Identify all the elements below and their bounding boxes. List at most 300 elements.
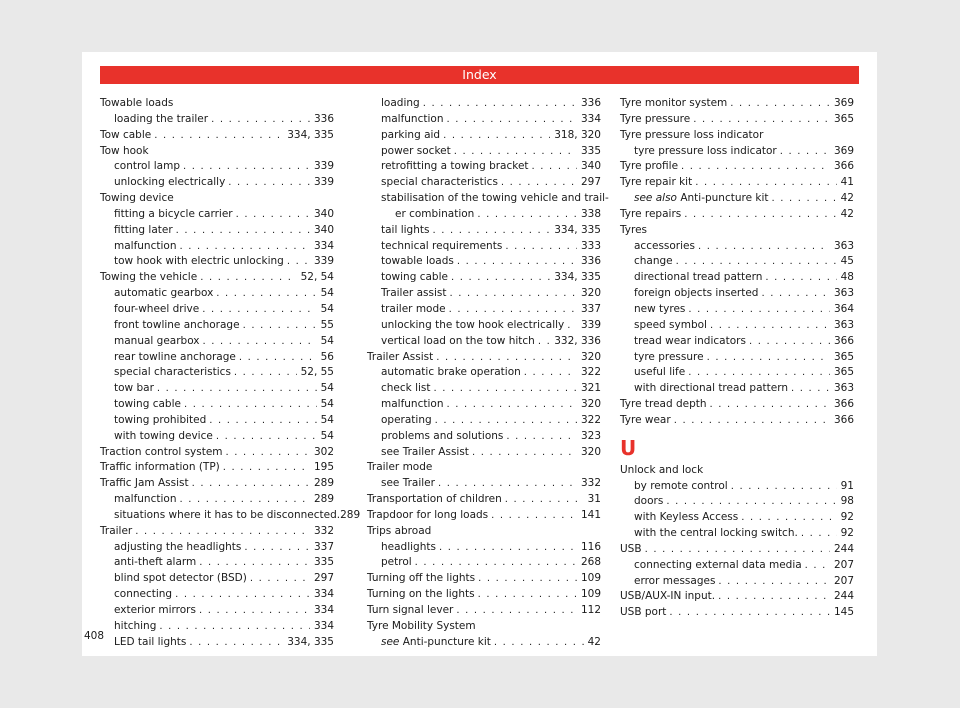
leader-dots — [234, 365, 297, 381]
entry-text: Turning on the lights — [367, 588, 475, 601]
entry-text: towable loads — [381, 255, 454, 268]
index-subentry — [100, 254, 334, 270]
page-reference: 366 — [833, 160, 854, 173]
index-entry — [620, 96, 854, 112]
page-reference: 369 — [833, 97, 854, 109]
page-reference: 363 — [833, 382, 854, 395]
page-reference: 365 — [833, 350, 854, 363]
index-entry — [367, 587, 601, 603]
leader-dots — [791, 381, 830, 397]
page-reference: 45 — [840, 255, 854, 268]
entry-text: blind spot detector (BSD) — [114, 572, 247, 585]
leader-dots — [423, 96, 577, 112]
entry-text: unlocking electrically — [114, 176, 226, 189]
index-entry — [100, 524, 334, 540]
index-entry — [620, 542, 854, 558]
leader-dots — [532, 159, 577, 175]
index-subentry — [100, 365, 334, 381]
index-entry — [100, 144, 334, 160]
entry-text: Tyre pressure loss indicator — [620, 128, 764, 141]
leader-dots — [707, 350, 830, 366]
leader-dots — [805, 558, 830, 574]
entry-text: Tyre pressure — [620, 112, 691, 125]
leader-dots — [494, 635, 584, 651]
page-reference: 297 — [580, 176, 601, 189]
leader-dots — [749, 334, 830, 350]
index-entry — [367, 460, 601, 476]
leader-dots — [567, 318, 577, 334]
index-subentry — [620, 526, 854, 542]
page-reference: 365 — [833, 112, 854, 125]
page-reference: 268 — [580, 556, 601, 569]
entry-text: Tyre tread depth — [620, 398, 707, 411]
entry-text: tread wear indicators — [634, 334, 746, 347]
entry-text: see Trailer Assist — [381, 445, 469, 458]
index-subentry — [100, 555, 334, 571]
entry-text: adjusting the headlights — [114, 540, 242, 553]
index-subentry — [367, 112, 601, 128]
index-column-2 — [367, 96, 609, 651]
entry-text: Tow cable — [100, 128, 152, 141]
entry-text: special characteristics — [114, 366, 231, 379]
page-reference: 363 — [833, 239, 854, 252]
index-subentry — [367, 239, 601, 255]
index-subentry — [100, 508, 361, 524]
leader-dots — [765, 270, 836, 286]
section-header: Index — [100, 66, 859, 84]
index-entry — [100, 270, 334, 286]
page-reference: 54 — [320, 429, 334, 442]
page-reference: 289 — [340, 508, 361, 521]
page-reference: 109 — [580, 572, 601, 585]
index-subentry — [367, 175, 601, 191]
page-reference: 339 — [313, 176, 334, 189]
page-reference: 320 — [580, 350, 601, 363]
page-reference: 340 — [313, 223, 334, 236]
page-reference: 322 — [580, 413, 601, 426]
leader-dots — [179, 492, 309, 508]
leader-dots — [688, 302, 830, 318]
leader-dots — [436, 350, 577, 366]
leader-dots — [730, 96, 830, 112]
index-subentry — [100, 159, 334, 175]
page-reference: 334, 335 — [287, 635, 334, 648]
page-reference: 337 — [580, 302, 601, 315]
index-subentry — [367, 270, 601, 286]
index-subentry — [620, 350, 854, 366]
entry-text: Turn signal lever — [367, 604, 454, 616]
leader-dots — [159, 619, 310, 635]
index-entry — [367, 603, 601, 619]
index-subentry — [367, 540, 601, 556]
page-reference: 42 — [587, 635, 601, 648]
index-entry — [620, 128, 854, 144]
entry-text: Trailer mode — [367, 461, 433, 474]
index-entry — [620, 397, 854, 413]
page-reference: 54 — [320, 413, 334, 426]
entry-text: petrol — [381, 556, 412, 569]
page-reference: 244 — [833, 590, 854, 603]
entry-text: rear towline anchorage — [114, 350, 236, 363]
leader-dots — [684, 207, 836, 223]
page-reference: 55 — [320, 318, 334, 331]
leader-dots — [415, 555, 577, 571]
leader-dots — [693, 112, 830, 128]
index-entry — [367, 571, 601, 587]
page-reference: 54 — [320, 398, 334, 411]
leader-dots — [216, 286, 316, 302]
entry-text: unlocking the tow hook electrically — [381, 318, 565, 331]
entry-text: automatic brake operation — [381, 366, 521, 379]
page-reference: 31 — [587, 493, 601, 506]
leader-dots — [472, 445, 577, 461]
page-reference: 333 — [580, 239, 601, 252]
page-reference: 289 — [313, 493, 334, 506]
index-subentry — [620, 365, 854, 381]
page-reference: 364 — [833, 302, 854, 315]
entry-text: new tyres — [634, 302, 686, 315]
leader-dots — [184, 397, 317, 413]
index-subentry — [100, 429, 334, 445]
page-reference: 340 — [313, 207, 334, 220]
leader-dots — [202, 302, 316, 318]
index-entry — [100, 96, 334, 112]
index-subentry — [100, 318, 334, 334]
index-entry — [620, 207, 854, 223]
index-subentry — [100, 492, 334, 508]
index-subentry — [100, 635, 334, 651]
page-reference: 339 — [313, 255, 334, 268]
leader-dots — [446, 397, 576, 413]
entry-text: Traffic information (TP) — [100, 461, 220, 474]
leader-dots — [477, 207, 577, 223]
page-reference: 323 — [580, 429, 601, 442]
page-reference: 366 — [833, 398, 854, 411]
entry-text: technical requirements — [381, 239, 503, 252]
page-reference: 332 — [313, 524, 334, 537]
index-subentry — [620, 239, 854, 255]
entry-text: er combination — [395, 207, 475, 220]
entry-text: Traffic Jam Assist — [100, 477, 189, 490]
index-subentry — [100, 223, 334, 239]
index-subentry — [367, 254, 601, 270]
leader-dots — [456, 603, 577, 619]
index-entry — [620, 605, 854, 621]
leader-dots — [645, 542, 830, 558]
entry-text: tail lights — [381, 223, 430, 236]
index-subentry — [367, 223, 601, 239]
index-subentry — [100, 397, 334, 413]
entry-text: USB port — [620, 606, 667, 619]
page-reference: 318, 320 — [554, 128, 601, 141]
entry-text: anti-theft alarm — [114, 556, 197, 569]
leader-dots — [710, 318, 830, 334]
index-subentry — [367, 96, 601, 112]
index-subentry — [100, 571, 334, 587]
index-subentry — [367, 318, 601, 334]
page-reference: 332, 336 — [554, 334, 601, 347]
leader-dots — [199, 555, 310, 571]
leader-dots — [772, 191, 837, 207]
leader-dots — [183, 159, 310, 175]
page-reference: 320 — [580, 445, 601, 458]
page-reference: 116 — [580, 540, 601, 553]
index-entry — [100, 191, 334, 207]
index-entry — [367, 524, 601, 540]
page-reference: 339 — [580, 318, 601, 331]
leader-dots — [250, 571, 310, 587]
leader-dots — [449, 286, 577, 302]
page-reference: 336 — [580, 255, 601, 268]
index-subentry — [620, 302, 854, 318]
index-subentry — [100, 175, 334, 191]
entry-text: problems and solutions — [381, 429, 504, 442]
index-subentry — [100, 619, 334, 635]
leader-dots — [676, 254, 837, 270]
index-subentry — [100, 587, 334, 603]
page-reference: 369 — [833, 144, 854, 157]
leader-dots — [501, 175, 577, 191]
leader-dots — [446, 112, 576, 128]
index-subentry — [620, 574, 854, 590]
entry-text: Traction control system — [100, 445, 223, 458]
page-reference: 195 — [313, 461, 334, 474]
page-reference: 112 — [580, 604, 601, 616]
entry-text: Tyres — [620, 223, 648, 236]
leader-dots — [216, 429, 317, 445]
index-subentry — [620, 334, 854, 350]
leader-dots — [244, 540, 310, 556]
index-column-3 — [620, 96, 854, 621]
index-subentry — [367, 286, 601, 302]
entry-text: Trapdoor for long loads — [367, 508, 489, 521]
entry-text: Tyre monitor system — [620, 97, 728, 109]
index-entry — [620, 159, 854, 175]
leader-dots — [135, 524, 310, 540]
leader-dots — [538, 334, 550, 350]
leader-dots — [731, 479, 837, 495]
leader-dots — [741, 510, 836, 526]
entry-text: loading — [381, 97, 420, 109]
leader-dots — [457, 254, 577, 270]
leader-dots — [695, 175, 836, 191]
leader-dots — [209, 413, 316, 429]
page-reference: 365 — [833, 366, 854, 379]
page-reference: 366 — [833, 334, 854, 347]
leader-dots — [669, 605, 830, 621]
leader-dots — [478, 571, 577, 587]
leader-dots — [780, 144, 830, 160]
page-reference: 109 — [580, 588, 601, 601]
entry-text: control lamp — [114, 160, 180, 173]
page-reference: 54 — [320, 302, 334, 315]
index-subentry — [620, 558, 854, 574]
index-entry — [620, 223, 854, 239]
index-subentry — [367, 635, 601, 651]
leader-dots — [179, 239, 309, 255]
index-entry — [367, 619, 601, 635]
leader-dots — [454, 144, 577, 160]
entry-label: Anti-puncture kit — [402, 635, 491, 648]
index-subentry — [620, 494, 854, 510]
entry-text: error messages — [634, 574, 716, 587]
leader-dots — [524, 365, 577, 381]
entry-text: Unlock and lock — [620, 463, 704, 476]
entry-text: with directional tread pattern — [634, 382, 788, 395]
index-subentry — [620, 510, 854, 526]
index-subentry — [100, 603, 334, 619]
index-subentry — [620, 286, 854, 302]
page-reference: 363 — [833, 287, 854, 300]
leader-dots — [491, 508, 577, 524]
entry-text: Tyre Mobility System — [367, 619, 476, 632]
entry-text: with towing device — [114, 429, 213, 442]
page-reference: 54 — [320, 382, 334, 395]
page-reference: 52, 55 — [300, 366, 334, 379]
index-subentry — [620, 254, 854, 270]
page-reference: 207 — [833, 574, 854, 587]
entry-text: USB/AUX-IN input. — [620, 590, 716, 603]
leader-dots — [666, 494, 836, 510]
page-reference: 321 — [580, 382, 601, 395]
page-reference: 335 — [580, 144, 601, 157]
leader-dots — [157, 381, 317, 397]
entry-text: loading the trailer — [114, 112, 209, 125]
leader-dots — [439, 540, 577, 556]
page-reference: 335 — [313, 556, 334, 569]
index-subentry — [620, 191, 854, 207]
page-reference: 54 — [320, 287, 334, 300]
page-reference: 334 — [313, 619, 334, 632]
entry-text: vertical load on the tow hitch — [381, 334, 535, 347]
index-subentry — [620, 381, 854, 397]
entry-text: tow hook with electric unlocking — [114, 255, 284, 268]
page-reference: 322 — [580, 366, 601, 379]
leader-dots — [192, 476, 310, 492]
index-entry — [620, 112, 854, 128]
entry-text: power socket — [381, 144, 451, 157]
page-reference: 141 — [580, 508, 601, 521]
index-subentry — [367, 159, 601, 175]
page-number: 408 — [84, 630, 105, 642]
entry-text: exterior mirrors — [114, 604, 196, 616]
leader-dots — [432, 223, 550, 239]
index-subentry — [100, 540, 334, 556]
index-entry — [367, 207, 601, 223]
entry-text: fitting a bicycle carrier — [114, 207, 233, 220]
page-reference: 41 — [840, 176, 854, 189]
index-subentry — [367, 144, 601, 160]
leader-dots — [674, 413, 830, 429]
page-reference: 297 — [313, 572, 334, 585]
leader-dots — [435, 413, 577, 429]
leader-dots — [443, 128, 550, 144]
leader-dots — [681, 159, 830, 175]
entry-text: fitting later — [114, 223, 173, 236]
entry-text: Trailer Assist — [367, 350, 434, 363]
index-subentry — [367, 365, 601, 381]
page-reference: 334, 335 — [287, 128, 334, 141]
leader-dots — [176, 223, 310, 239]
entry-text: see Trailer — [381, 477, 435, 490]
leader-dots — [287, 254, 310, 270]
entry-text: situations where it has to be disconnected — [114, 508, 337, 521]
page-reference: 334, 335 — [554, 223, 601, 236]
index-subentry — [620, 270, 854, 286]
page-reference: 320 — [580, 398, 601, 411]
page-reference: 92 — [840, 527, 854, 540]
entry-text: with Keyless Access — [634, 511, 739, 524]
leader-dots — [243, 318, 317, 334]
entry-text: towing cable — [381, 271, 448, 284]
leader-dots — [688, 365, 830, 381]
index-entry — [367, 508, 601, 524]
page-reference: 366 — [833, 413, 854, 426]
page-reference: 52, 54 — [300, 271, 334, 284]
leader-dots — [718, 589, 830, 605]
entry-text: four-wheel drive — [114, 302, 200, 315]
index-subentry — [367, 302, 601, 318]
page-reference: 302 — [313, 445, 334, 458]
page-reference: 339 — [313, 160, 334, 173]
index-subentry — [100, 381, 334, 397]
index-subentry — [367, 476, 601, 492]
index-column-1 — [100, 96, 361, 651]
index-entry — [620, 175, 854, 191]
entry-text: speed symbol — [634, 318, 707, 331]
page-reference: 92 — [840, 511, 854, 524]
page-reference: 334 — [313, 604, 334, 616]
entry-text: special characteristics — [381, 176, 498, 189]
entry-text: Tyre profile — [620, 160, 679, 173]
index-entry — [100, 476, 334, 492]
index-entry — [367, 350, 601, 366]
entry-text: stabilisation of the towing vehicle and trail- — [381, 192, 609, 205]
entry-text: Turning off the lights — [367, 572, 476, 585]
page-reference: 338 — [580, 207, 601, 220]
leader-dots — [434, 381, 577, 397]
page-reference: 334 — [313, 239, 334, 252]
leader-dots — [226, 445, 310, 461]
index-subentry — [367, 128, 601, 144]
leader-dots — [698, 239, 830, 255]
index-subentry — [367, 555, 601, 571]
index-subentry — [367, 334, 601, 350]
page-reference: 54 — [320, 334, 334, 347]
leader-dots — [718, 574, 830, 590]
entry-text: connecting — [114, 588, 173, 601]
entry-text: Towable loads — [100, 97, 174, 109]
leader-dots — [451, 270, 550, 286]
leader-dots — [239, 350, 317, 366]
index-letter-heading: U — [620, 435, 637, 460]
entry-text: malfunction — [381, 398, 444, 411]
page-reference: 145 — [833, 606, 854, 619]
leader-dots — [505, 492, 584, 508]
entry-text: Transportation of children — [367, 493, 502, 506]
index-entry — [367, 492, 601, 508]
entry-text: automatic gearbox — [114, 287, 214, 300]
leader-dots — [203, 334, 317, 350]
leader-dots — [223, 460, 310, 476]
see-reference: see also — [634, 192, 677, 205]
leader-dots — [154, 128, 283, 144]
entry-text: Tyre repair kit — [620, 176, 693, 189]
entry-text: front towline anchorage — [114, 318, 240, 331]
index-entry — [620, 463, 854, 479]
page-reference: 334 — [580, 112, 601, 125]
page-reference: 332 — [580, 477, 601, 490]
